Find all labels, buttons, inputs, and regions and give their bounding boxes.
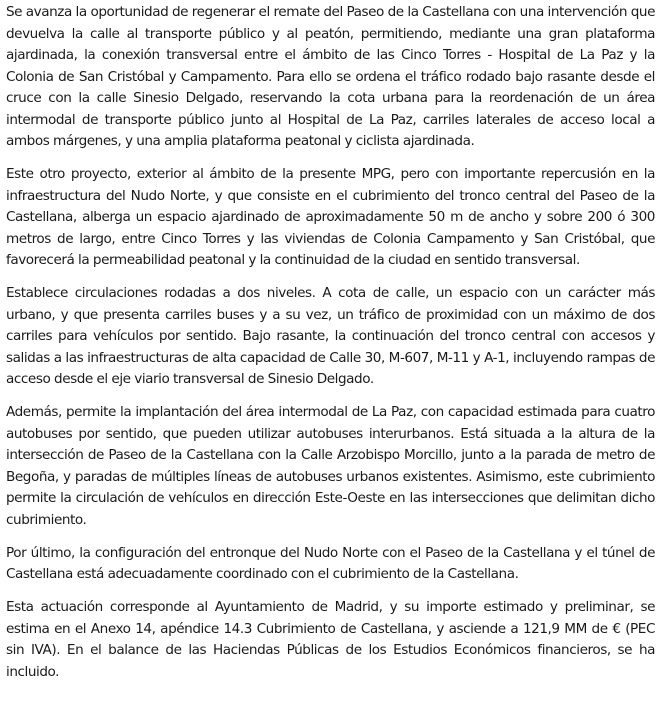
paragraph-budget: Esta actuación corresponde al Ayuntamiento de Madrid, y su importe estimado y preliminar, se estima en el Anexo 14, apéndice 14.3 Cubrimiento de Castellana, y asciende a 121,9 MM de € (PEC sin IVA). En el balance de las Haciendas Públicas de los Estudios Económicos financieros, se ha incluido. [6,599,655,680]
paragraph-nudo-norte-coordination: Por último, la configuración del entronque del Nudo Norte con el Paseo de la Castellana y el túnel de Castellana está adecuadamente coordinado con el cubrimiento de la Castellana. [6,544,655,582]
paragraph-intermodal-area: Además, permite la implantación del área intermodal de La Paz, con capacidad estimada para cuatro autobuses por sentido, que pueden utilizar autobuses interurbanos. Está situada a la altura de la intersección de Paseo de la Castellana con la Calle Arzobispo Morcillo, junto a la parada de metro de Begoña, y paradas de múltiples líneas de autobuses urbanos existentes. Asimismo, este cubrimiento permite la circulación de vehículos en dirección Este-Oeste en las intersecciones que delimitan dicho cubrimiento. [6,404,655,528]
paragraph-cubrimiento-project: Este otro proyecto, exterior al ámbito de la presente MPG, pero con importante repercusión en la infraestructura del Nudo Norte, y que consiste en el cubrimiento del tronco central del Paseo de la Castellana, alberga un espacio ajardinado de aproximadamente 50 m de ancho y sobre 200 ó 300 metros de largo, entre Cinco Torres y las viviendas de Colonia Campamento y San Cristóbal, que favorecerá la permeabilidad peatonal y la continuidad de la ciudad en sentido transversal. [6,166,655,268]
paragraph-castellana-regeneration: Se avanza la oportunidad de regenerar el remate del Paseo de la Castellana con una intervención que devuelva la calle al transporte público y al peatón, permitiendo, mediante una gran plataforma ajardinada, la conexión transversal entre el ámbito de las Cinco Torres - Hospital de La Paz y la Colonia de San Cristóbal y Campamento. Para ello se ordena el tráfico rodado bajo rasante desde el cruce con la calle Sinesio Delgado, reservando la cota urbana para la reordenación de un área intermodal de transporte público junto al Hospital de La Paz, carriles laterales de acceso local a ambos márgenes, y una amplia plataforma peatonal y ciclista ajardinada. [6,4,655,149]
paragraph-road-levels: Establece circulaciones rodadas a dos niveles. A cota de calle, un espacio con un carácter más urbano, y que presenta carriles buses y a su vez, un tráfico de proximidad con un máximo de dos carriles para vehículos por sentido. Bajo rasante, la continuación del tronco central con accesos y salidas a las infraestructuras de alta capacidad de Calle 30, M-607, M-11 y A-1, incluyendo rampas de acceso desde el eje viario transversal de Sinesio Delgado. [6,285,655,387]
